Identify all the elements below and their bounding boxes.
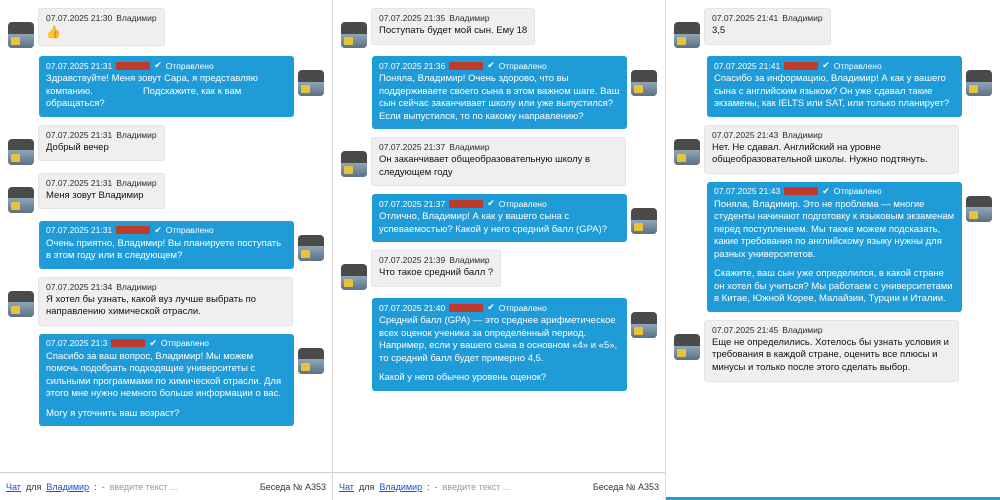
outbound-bubble[interactable] [372,194,627,242]
chat-panel-3 [666,0,1000,500]
avatar [674,22,700,48]
message-row[interactable] [8,173,324,213]
message-author: Владимир [782,129,823,140]
sent-status: Отправлено [165,60,214,71]
message-meta [379,142,618,152]
message-meta [46,178,157,188]
message-input-2[interactable]: введите текст ... [442,481,511,492]
composer-bar-2[interactable] [333,472,665,500]
session-label-2: Беседа № A353 [592,481,659,492]
message-author: Владимир [116,13,157,23]
message-meta [379,60,620,71]
message-row[interactable] [341,56,657,129]
sent-status: Отправлено [498,60,547,71]
message-row[interactable] [341,250,657,290]
sent-status: Отправлено [833,60,882,71]
message-meta [712,325,951,335]
message-timestamp: 07.07.2025 21:30 [46,13,113,23]
message-meta [46,130,157,140]
user-link-2[interactable]: Владимир [379,481,423,492]
avatar [8,187,34,213]
redacted-name [784,187,818,195]
message-timestamp: 07.07.2025 21:43 [712,129,779,140]
redacted-name [116,226,150,234]
chat-panel-2 [333,0,666,500]
message-author: Владимир [116,129,157,140]
message-timestamp: 07.07.2025 21:31 [46,225,113,236]
session-label-1: Беседа № A353 [259,481,326,492]
avatar [631,70,657,96]
message-list-2[interactable] [333,0,665,472]
chat-panel-1 [0,0,333,500]
check-icon: ✔ [822,185,830,196]
composer-bar-1[interactable] [0,472,332,500]
check-icon: ✔ [487,302,495,313]
avatar [8,22,34,48]
check-icon: ✔ [154,60,162,70]
sent-status: Отправлено [498,302,547,313]
avatar [341,22,367,48]
message-timestamp: 07.07.2025 21:34 [46,281,113,292]
message-meta [712,13,823,23]
dash-2: - [434,481,438,492]
message-meta [46,282,285,292]
colon-1: : [94,481,97,492]
message-meta [379,255,493,265]
message-author: Владимир [116,177,157,188]
message-timestamp: 07.07.2025 21:40 [379,302,446,313]
message-author: Владимир [449,13,490,23]
avatar [341,151,367,177]
redacted-name [116,62,150,70]
message-row[interactable] [341,137,657,186]
outbound-bubble[interactable] [372,298,627,391]
check-icon: ✔ [822,60,830,70]
outbound-bubble[interactable] [372,56,627,129]
message-list-3[interactable] [666,0,1000,472]
outbound-bubble[interactable] [39,334,294,427]
message-row[interactable] [674,182,992,312]
message-text: Добрый вечер [46,141,109,153]
message-text: Поступать будет мой сын. Ему 18 [379,25,528,36]
redacted-name [784,62,818,70]
message-author: Владимир [782,13,823,23]
message-row[interactable] [674,125,992,174]
message-meta [46,225,287,236]
message-text: Спасибо за ваш вопрос, Владимир! Мы можем помочь подобрать подходящие университеты с сильными программами по химической отрасли. Для этого мне нужно немного больше информации о вас. Могу я уточнить ваш возраст? [46,350,284,419]
inbound-bubble[interactable] [38,173,165,210]
sent-status: Отправлено [161,338,209,349]
dash-1: - [101,481,105,492]
inbound-bubble[interactable] [371,250,501,287]
message-row[interactable] [341,298,657,391]
user-link-1[interactable]: Владимир [46,481,90,492]
message-author: Владимир [782,324,823,335]
message-timestamp: 07.07.2025 21:37 [379,142,446,153]
inbound-bubble[interactable] [38,125,165,162]
message-row[interactable] [674,56,992,117]
message-text: Очень приятно, Владимир! Вы планируете поступать в этом году или в следующем? [46,237,284,262]
message-text: Меня зовут Владимир [46,189,144,201]
sent-status: Отправлено [833,186,882,197]
message-text: Отлично, Владимир! А как у вашего сына с успеваемостью? Какой у него средний балл (GPA)? [379,211,607,235]
message-text: Здравствуйте! Меня зовут Сара, я представляю компанию. Подскажите, как к вам обращаться? [46,73,261,110]
inbound-bubble[interactable] [38,8,165,46]
message-meta [714,60,955,71]
message-text: Я хотел бы узнать, какой вуз лучше выбрать по направлению химической отрасли. [46,293,259,318]
message-timestamp: 07.07.2025 21:37 [379,198,446,209]
message-author: Владимир [449,142,490,153]
avatar [298,70,324,96]
outbound-bubble[interactable] [39,56,294,117]
message-text: Поняла, Владимир. Это не проблема — многие студенты начинают подготовку к языковым экзаменам перед поступлением. Мы также можем подсказать, какие требования по английскому языку нужны для разных университетов. Скажите, ваш сын уже определился, в какой стране он хотел бы учиться? Мы работаем с университетами в Китае, Южной Корее, Малайзии, Турции и Италии. [714,198,957,305]
check-icon: ✔ [154,224,162,235]
message-text: Спасибо за информацию, Владимир! А как у вашего сына с английским языком? Он уже сдавал такие экзамены, как IELTS или SAT, или только планирует? [714,73,950,110]
message-timestamp: 07.07.2025 21:39 [379,255,446,266]
sent-status: Отправлено [498,198,547,209]
message-row[interactable] [341,8,657,48]
redacted-name [449,62,483,70]
check-icon: ✔ [487,198,495,209]
chat-label-1[interactable]: Чат [6,481,21,492]
avatar [631,312,657,338]
message-text: Еще не определились. Хотелось бы узнать условия и требования в каждой стране, оценить все плюсы и минусы и только после этого сделать выбор. [712,336,952,373]
message-meta [379,302,620,313]
message-row[interactable] [341,194,657,242]
message-meta [712,130,951,140]
message-meta [379,13,527,23]
for-label-1: для [25,481,42,492]
avatar [966,70,992,96]
outbound-bubble[interactable] [707,182,962,312]
check-icon: ✔ [149,337,157,348]
avatar [674,139,700,165]
thumbs-up-icon: 👍 [46,25,61,39]
inbound-bubble[interactable] [371,137,626,186]
inbound-bubble[interactable] [704,320,959,382]
redacted-name [111,339,145,347]
message-text: Что такое средний балл ? [379,267,494,279]
chat-label-2[interactable]: Чат [339,481,354,492]
avatar [341,264,367,290]
for-label-2: для [358,481,375,492]
inbound-bubble[interactable] [704,8,831,45]
message-row[interactable] [8,8,324,48]
avatar [298,235,324,261]
redacted-name [449,304,483,312]
message-timestamp: 07.07.2025 21:43 [714,186,781,197]
colon-2: : [427,481,430,492]
message-author: Владимир [449,255,490,266]
avatar [8,139,34,165]
inbound-bubble[interactable] [704,125,959,174]
message-row[interactable] [8,221,324,269]
message-list-1[interactable] [0,0,332,472]
message-text: Нет. Не сдавал. Английский на уровне общеобразовательной школы. Нужно подтянуть. [712,141,928,166]
message-timestamp: 07.07.2025 21:3 [46,338,108,349]
message-row[interactable] [8,277,324,326]
message-row[interactable] [8,334,324,427]
avatar [966,196,992,222]
message-row[interactable] [8,125,324,165]
sent-status: Отправлено [165,225,214,236]
check-icon: ✔ [487,60,495,70]
message-text: 3,5 [712,25,726,36]
message-timestamp: 07.07.2025 21:31 [46,177,113,188]
message-row[interactable] [674,320,992,382]
message-timestamp: 07.07.2025 21:41 [714,60,781,71]
message-timestamp: 07.07.2025 21:36 [379,60,446,71]
message-row[interactable] [674,8,992,48]
avatar [674,334,700,360]
message-author: Владимир [116,281,157,292]
message-meta [379,198,620,209]
inbound-bubble[interactable] [38,277,293,326]
message-text: Средний балл (GPA) — это среднее арифметическое всех оценок ученика за определённый период. Например, если у вашего сына в основном «4» и «5», то средний балл будет примерно 4,5. Какой у него обычно уровень оценок? [379,315,620,384]
message-text: Он заканчивает общеобразовательную школу в следующем году [379,154,593,178]
message-meta [46,338,287,349]
avatar [298,348,324,374]
message-meta [46,60,287,71]
message-timestamp: 07.07.2025 21:31 [46,129,113,140]
message-timestamp: 07.07.2025 21:41 [712,13,779,23]
message-row[interactable] [8,56,324,117]
outbound-bubble[interactable] [39,221,294,269]
message-meta [46,13,157,23]
avatar [631,208,657,234]
outbound-bubble[interactable] [707,56,962,117]
avatar [8,291,34,317]
inbound-bubble[interactable] [371,8,535,45]
message-timestamp: 07.07.2025 21:45 [712,324,779,335]
message-text: Поняла, Владимир! Очень здорово, что вы поддерживаете своего сына в этом важном шаге. Ваш сын сейчас заканчивает школу или уже выпустился? Если выпустился, то по какому направлению? [379,73,622,122]
redacted-name [449,200,483,208]
message-input-1[interactable]: введите текст ... [109,481,178,492]
message-timestamp: 07.07.2025 21:35 [379,13,446,23]
message-meta [714,186,955,197]
message-timestamp: 07.07.2025 21:31 [46,60,113,71]
